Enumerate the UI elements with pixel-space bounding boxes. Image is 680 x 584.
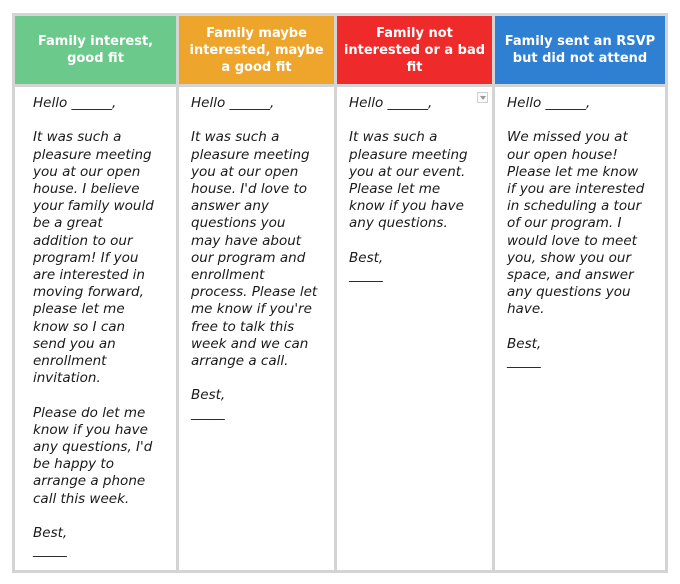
column-header[interactable]: Family interest, good fit bbox=[15, 16, 176, 84]
message-text: Hello ______, We missed you at our open house! Please let me know if you are interested in scheduling a tour of our program. I would love to meet you, show you our space, and answer any questions you have. Best, _____ bbox=[507, 95, 645, 370]
message-cell[interactable] bbox=[15, 87, 176, 570]
dropdown-arrow-icon[interactable] bbox=[477, 92, 488, 103]
message-text: Hello ______, It was such a pleasure meeting you at our event. Please let me know if you have any questions. Best, _____ bbox=[349, 95, 468, 284]
email-template-table bbox=[12, 13, 668, 573]
column-header[interactable]: Family maybe interested, maybe a good fit bbox=[179, 16, 334, 84]
column-header[interactable]: Family not interested or a bad fit bbox=[337, 16, 492, 84]
message-cell[interactable] bbox=[337, 87, 492, 570]
message-cell[interactable] bbox=[179, 87, 334, 570]
message-cell[interactable] bbox=[495, 87, 665, 570]
column-interested-good-fit bbox=[15, 16, 176, 570]
column-maybe-interested bbox=[179, 16, 334, 570]
column-header[interactable]: Family sent an RSVP but did not attend bbox=[495, 16, 665, 84]
message-text: Hello ______, It was such a pleasure meeting you at our open house. I believe your family would be a great addition to our program! If you are interested in moving forward, please let me know so I can send you an enrollment invitation. Please do let me know if you have any questions, I'd be happy to arrange a phone call this week. Best, _____ bbox=[33, 95, 154, 559]
message-text: Hello ______, It was such a pleasure meeting you at our open house. I'd love to answer any questions you may have about our program and enrollment process. Please let me know if you're free to talk this week and we can arrange a call. Best, _____ bbox=[191, 95, 318, 421]
column-rsvp-no-show bbox=[495, 16, 665, 570]
column-not-interested bbox=[337, 16, 492, 570]
